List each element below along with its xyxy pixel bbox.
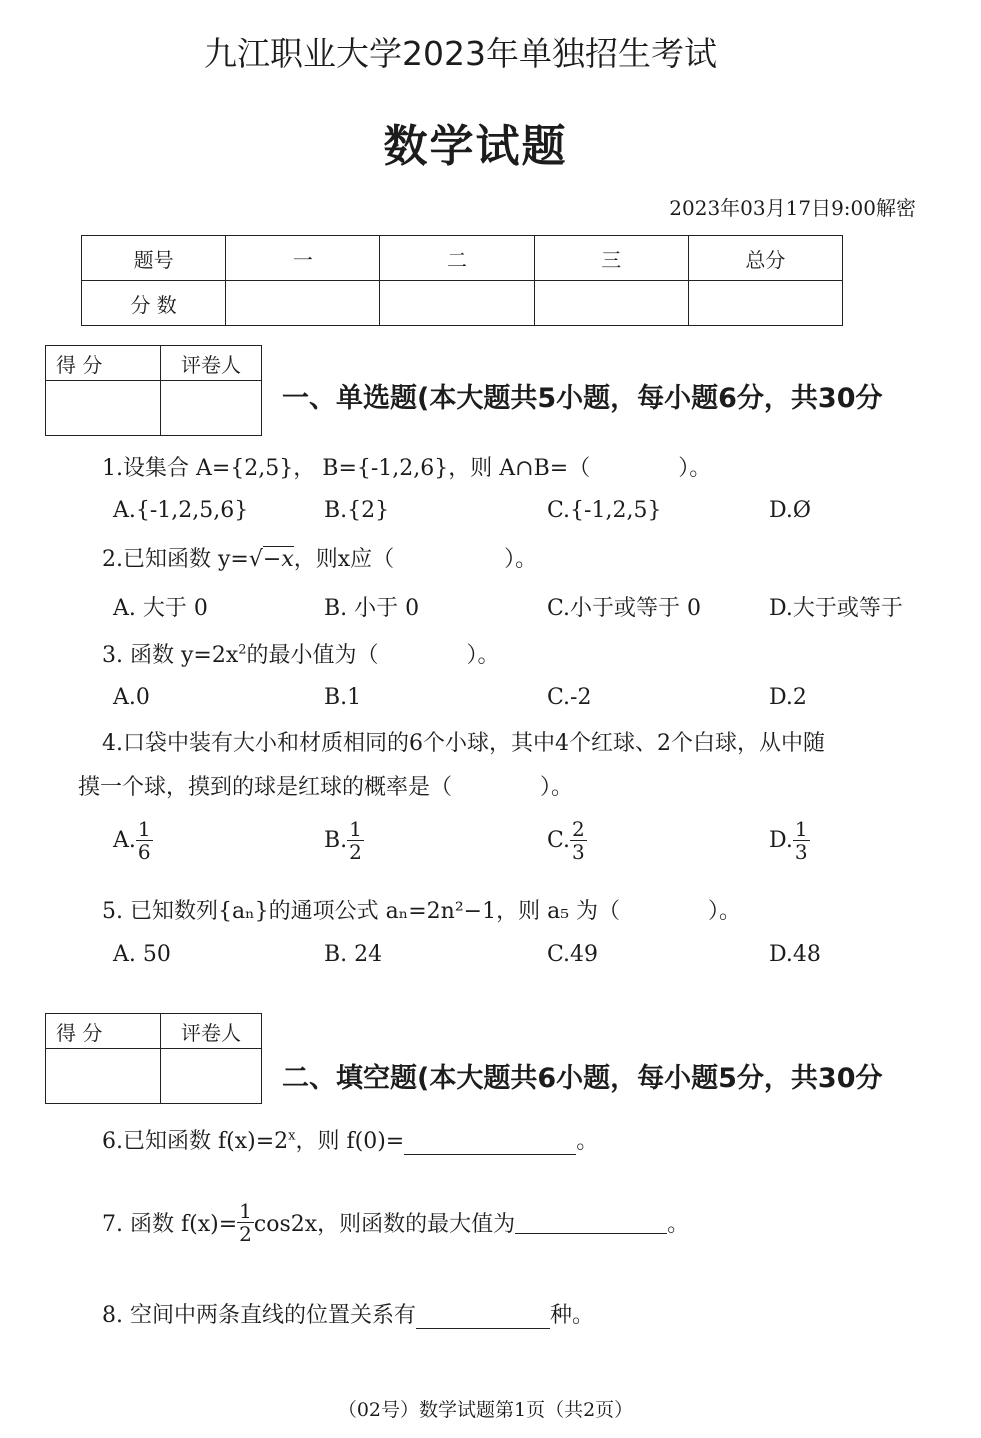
numerator: 1 — [794, 817, 808, 841]
question-4-line1: 4.口袋中装有大小和材质相同的6个小球，其中4个红球、2个白球，从中随 — [102, 731, 825, 756]
q3-option-b: B.1 — [324, 685, 362, 710]
q2-option-b: B. 小于 0 — [324, 596, 420, 621]
subject-title: 数学试题 — [383, 121, 568, 172]
q6-stem-pre: 6.已知函数 f(x)=2 — [102, 1129, 289, 1154]
q5-option-a: A. 50 — [113, 942, 171, 967]
q4-option-c — [547, 818, 587, 863]
q5-option-b: B. 24 — [324, 942, 383, 967]
sqrt-icon: √ — [248, 547, 263, 572]
q4-option-a — [113, 818, 153, 863]
numerator: 2 — [572, 817, 585, 841]
grader-label: 评卷人 — [161, 1014, 262, 1049]
score-field[interactable] — [46, 381, 161, 436]
school-title: 九江职业大学2023年单独招生考试 — [204, 34, 717, 73]
question-7 — [102, 1200, 689, 1245]
q6-exponent: x — [288, 1128, 296, 1144]
score-field[interactable] — [226, 281, 380, 326]
grader-box — [45, 1013, 262, 1104]
score-table-cell: 总分 — [688, 236, 842, 281]
question-8 — [102, 1298, 594, 1329]
score-table-header-row — [82, 236, 843, 281]
fraction — [237, 1200, 254, 1245]
q3-stem-post: 的最小值为（ ）。 — [246, 643, 500, 668]
numerator: 1 — [239, 1199, 252, 1223]
question-2 — [102, 542, 537, 573]
section1-heading: 一、单选题(本大题共5小题，每小题6分，共30分 — [282, 383, 883, 414]
score-table-cell: 分 数 — [82, 281, 226, 326]
question-5: 5. 已知数列{aₙ}的通项公式 aₙ=2n²−1，则 a₅ 为（ ）。 — [102, 899, 742, 924]
q4-option-d-label: D. — [769, 828, 793, 853]
q1-option-d: D.Ø — [769, 498, 811, 523]
q3-option-c: C.-2 — [547, 685, 592, 710]
q8-stem-pre: 8. 空间中两条直线的位置关系有 — [102, 1303, 416, 1328]
score-table-cell: 二 — [380, 236, 534, 281]
fraction — [793, 818, 810, 863]
q4-option-b — [324, 818, 364, 863]
q7-stem-end: 。 — [667, 1212, 690, 1237]
q1-option-a: A.{-1,2,5,6} — [113, 498, 249, 523]
q4-option-d — [769, 818, 810, 863]
q6-stem-end: 。 — [576, 1129, 599, 1154]
q7-stem-post: cos2x，则函数的最大值为 — [253, 1212, 516, 1237]
fraction — [347, 818, 364, 863]
q2-option-d: D.大于或等于 — [769, 596, 903, 621]
q3-option-d: D.2 — [769, 685, 807, 710]
grader-box — [45, 345, 262, 436]
q8-stem-end: 种。 — [549, 1303, 594, 1328]
score-label: 得 分 — [46, 1014, 161, 1049]
score-label: 得 分 — [46, 346, 161, 381]
q7-stem-pre: 7. 函数 f(x)= — [102, 1212, 238, 1237]
denominator: 6 — [137, 840, 151, 864]
q1-option-b: B.{2} — [324, 498, 390, 523]
denominator: 3 — [572, 840, 585, 864]
q1-option-c: C.{-1,2,5} — [547, 498, 662, 523]
score-table-cell: 题号 — [82, 236, 226, 281]
denominator: 2 — [349, 840, 362, 864]
q2-stem-post: ，则x应（ ）。 — [293, 547, 538, 572]
q4-option-c-label: C. — [547, 828, 571, 853]
fraction — [570, 818, 587, 863]
fraction — [136, 818, 153, 863]
numerator: 1 — [349, 817, 362, 841]
score-table-cell: 三 — [534, 236, 688, 281]
answer-blank-6[interactable] — [404, 1132, 576, 1155]
question-4-line2: 摸一个球，摸到的球是红球的概率是（ ）。 — [78, 775, 574, 800]
denominator: 3 — [794, 840, 808, 864]
q4-option-a-label: A. — [113, 828, 136, 853]
q2-stem-pre: 2.已知函数 y= — [102, 547, 249, 572]
q4-option-b-label: B. — [324, 828, 348, 853]
q3-stem-pre: 3. 函数 y=2x — [102, 643, 239, 668]
numerator: 1 — [137, 817, 151, 841]
answer-blank-7[interactable] — [515, 1211, 667, 1234]
question-1: 1.设集合 A={2,5}， B={-1,2,6}，则 A∩B=（ ）。 — [102, 456, 712, 481]
q5-option-d: D.48 — [769, 942, 821, 967]
grader-label: 评卷人 — [161, 346, 262, 381]
page-footer: （02号）数学试题第1页（共2页） — [337, 1399, 634, 1421]
q2-sqrt-content: −x — [262, 547, 294, 572]
grader-field[interactable] — [161, 381, 262, 436]
grader-field[interactable] — [161, 1049, 262, 1104]
q2-option-a: A. 大于 0 — [113, 596, 208, 621]
answer-blank-8[interactable] — [416, 1306, 550, 1329]
score-table — [81, 235, 843, 326]
question-3 — [102, 638, 500, 669]
score-field[interactable] — [46, 1049, 161, 1104]
score-field[interactable] — [380, 281, 534, 326]
score-field[interactable] — [534, 281, 688, 326]
score-field[interactable] — [688, 281, 842, 326]
denominator: 2 — [239, 1222, 252, 1246]
section2-heading: 二、填空题(本大题共6小题，每小题5分，共30分 — [282, 1063, 883, 1094]
score-table-score-row — [82, 281, 843, 326]
score-table-cell: 一 — [226, 236, 380, 281]
q5-option-c: C.49 — [547, 942, 599, 967]
q2-option-c: C.小于或等于 0 — [547, 596, 702, 621]
date-line: 2023年03月17日9:00解密 — [669, 196, 916, 220]
question-6 — [102, 1124, 598, 1155]
q3-exponent: 2 — [238, 642, 247, 658]
q3-option-a: A.0 — [113, 685, 150, 710]
q6-stem-post: ，则 f(0)= — [295, 1129, 405, 1154]
